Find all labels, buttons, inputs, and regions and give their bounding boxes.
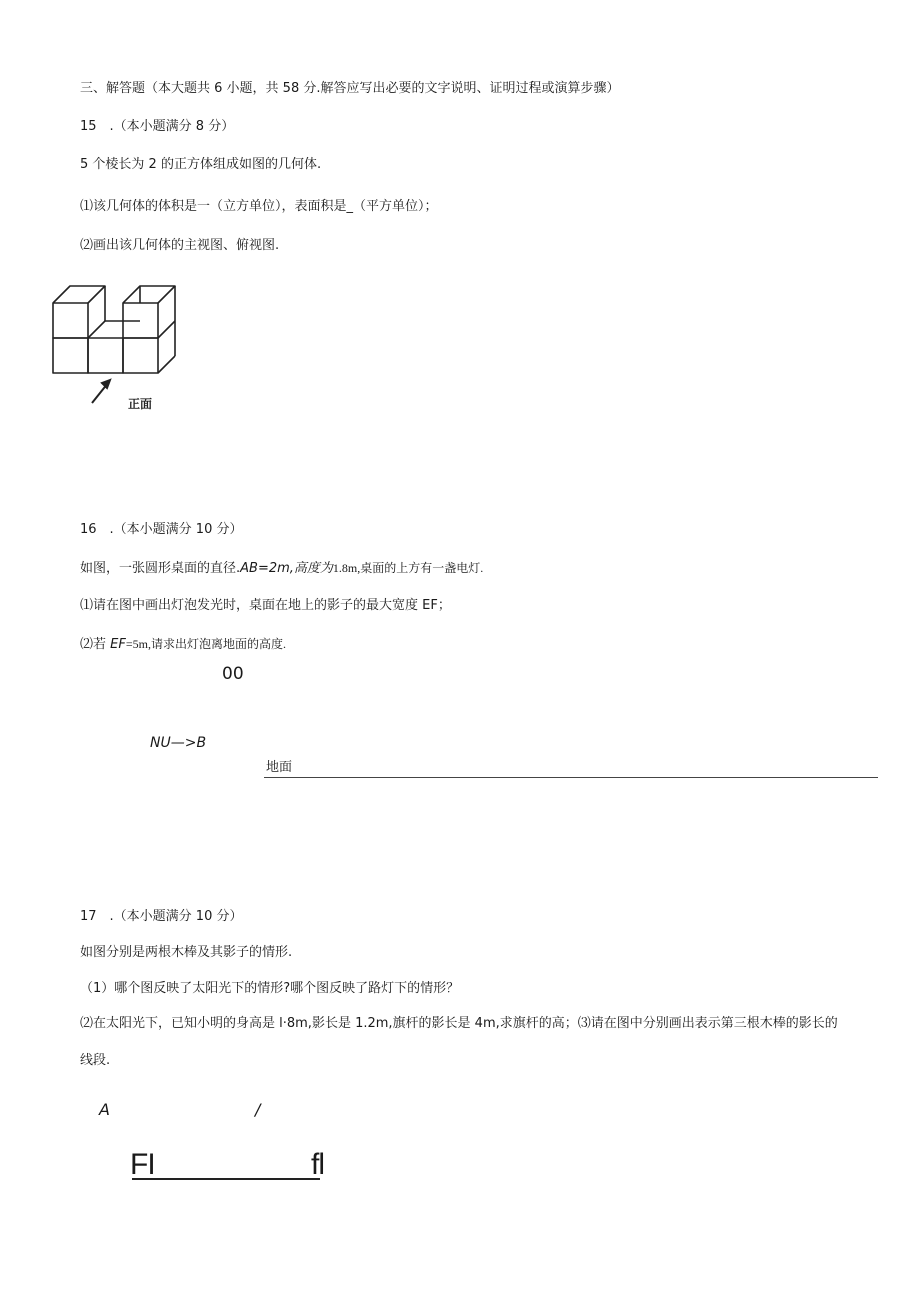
q17-part1: （1）哪个图反映了太阳光下的情形?哪个图反映了路灯下的情形？	[80, 981, 460, 996]
q17-header: 17 .（本小题满分 10 分）	[80, 909, 243, 924]
q15-part2: ⑵画出该几何体的主视图、俯视图.	[80, 238, 280, 253]
q17-figure-ground-line	[132, 1178, 320, 1180]
q16-stem-part-c: 1.8m,桌面的上方有一盏电灯.	[332, 561, 484, 575]
q16-header: 16 .（本小题满分 10 分）	[80, 522, 243, 537]
q16-stem	[80, 559, 483, 578]
q17-figure-slash: /	[255, 1100, 261, 1119]
q17-part2-continuation: 线段.	[80, 1053, 111, 1068]
q16-part2-ef: EF	[110, 637, 126, 652]
q16-part2	[80, 635, 286, 654]
q15-stem: 5 个棱长为 2 的正方体组成如图的几何体.	[80, 157, 322, 172]
q16-figure-ab-label: NU—>B	[150, 735, 207, 751]
q16-figure-top-label: 00	[222, 664, 244, 684]
q17-figure-right-marks: fl	[311, 1148, 324, 1181]
section-heading: 三、解答题（本大题共 6 小题，共 58 分.解答应写出必要的文字说明、证明过程或演算步骤）	[80, 81, 620, 96]
q16-part2-c: =5m,请求出灯泡离地面的高度.	[125, 637, 286, 651]
ground-label: 地面	[266, 760, 293, 775]
q17-figure-a-label: A	[99, 1100, 110, 1119]
q15-header: 15 .（本小题满分 8 分）	[80, 119, 235, 134]
q17-part2: ⑵在太阳光下，已知小明的身高是 l·8m,影长是 1.2m,旗杆的影长是 4m,求旗杆的高；⑶请在图中分别画出表示第三根木棒的影长的	[80, 1016, 838, 1031]
q16-part1: ⑴请在图中画出灯泡发光时，桌面在地上的影子的最大宽度 EF；	[80, 598, 451, 613]
q17-stem: 如图分别是两根木棒及其影子的情形.	[80, 945, 293, 960]
q16-part2-a: ⑵若	[80, 637, 107, 652]
ground-line	[264, 777, 878, 778]
q15-part1: ⑴该几何体的体积是一（立方单位），表面积是_（平方单位）；	[80, 199, 438, 214]
front-label: 正面	[128, 397, 153, 411]
cube-solid-figure	[50, 283, 190, 418]
q16-stem-part-a: 如图，一张圆形桌面的直径.	[80, 561, 241, 576]
q17-figure-left-marks: FI	[130, 1148, 155, 1181]
q16-stem-part-b: AB=2m,高度为	[240, 561, 333, 576]
